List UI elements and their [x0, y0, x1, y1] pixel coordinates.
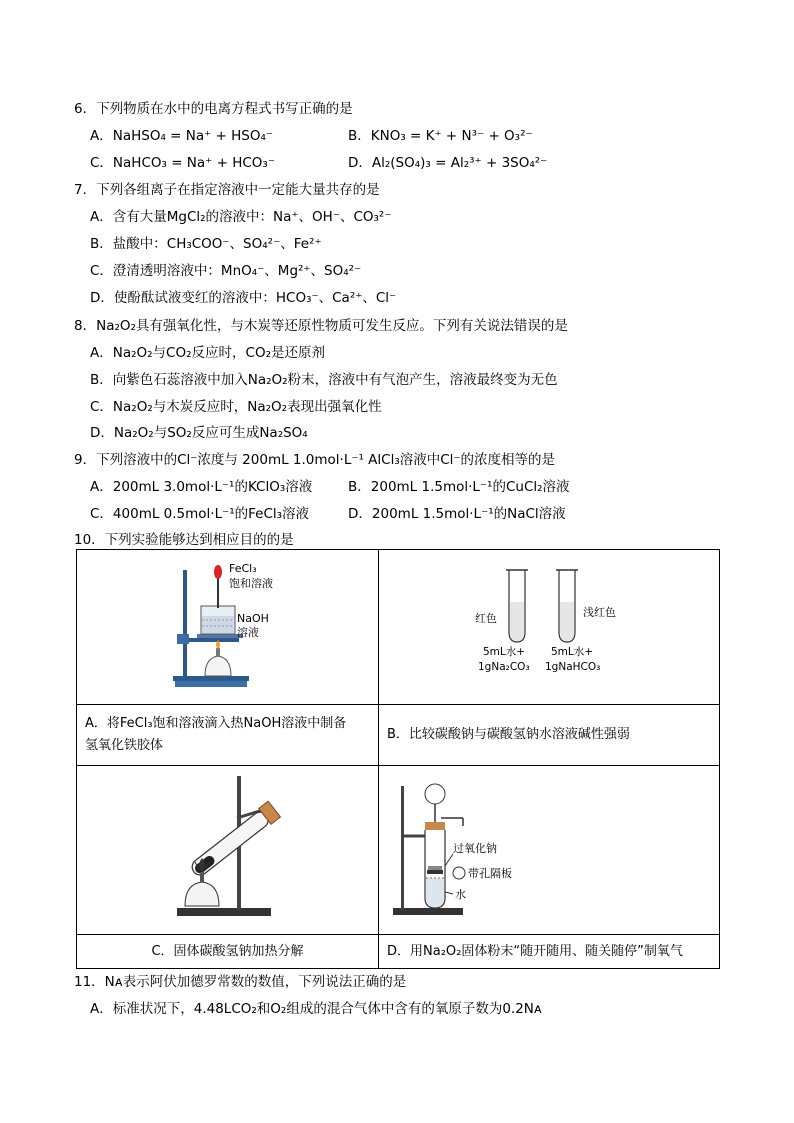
fig-d-label-plate: 带孔隔板: [468, 867, 512, 880]
alcohol-lamp: [205, 656, 231, 676]
fig-d-label-peroxide: 过氧化钠: [453, 842, 497, 855]
q8-option-c: C．Na₂O₂与木炭反应时，Na₂O₂表现出强氧化性: [90, 399, 382, 415]
separatory-funnel: [425, 784, 445, 804]
figure-a-apparatus: [77, 550, 377, 700]
fig-b-left-line1: 5mL水+: [483, 646, 526, 658]
q9-stem: 9．下列溶液中的Cl⁻浓度与 200mL 1.0mol·L⁻¹ AlCl₃溶液中Cl⁻的浓度相等的是: [74, 452, 556, 468]
experiment-table: [76, 549, 720, 969]
q9-option-c: C．400mL 0.5mol·L⁻¹的FeCl₃溶液: [90, 506, 310, 522]
fig-a-label-solution: 溶液: [237, 626, 259, 639]
caption-b: B．比较碳酸钠与碳酸氢钠水溶液碱性强弱: [387, 727, 630, 742]
fig-b-right-line2: 1gNaHCO₃: [545, 661, 601, 673]
caption-c: C．固体碳酸氢钠加热分解: [151, 943, 304, 959]
caption-c-cell: [77, 935, 379, 969]
q7-stem: 7．下列各组离子在指定溶液中一定能大量共存的是: [74, 182, 380, 198]
q6-option-d: D．Al₂(SO₄)₃ = Al₂³⁺ + 3SO₄²⁻: [348, 155, 548, 171]
q10-stem: 10．下列实验能够达到相应目的的是: [74, 532, 294, 548]
fig-b-right-line1: 5mL水+: [551, 646, 594, 658]
stand-rod: [401, 786, 404, 910]
q8-option-a: A．Na₂O₂与CO₂反应时，CO₂是还原剂: [90, 345, 325, 361]
q7-option-a: A．含有大量MgCl₂的溶液中：Na⁺、OH⁻、CO₃²⁻: [90, 209, 392, 225]
q7-option-b: B．盐酸中：CH₃COO⁻、SO₄²⁻、Fe²⁺: [90, 236, 322, 252]
alcohol-lamp: [185, 882, 219, 906]
caption-a-line2: 氢氧化铁胶体: [85, 738, 164, 753]
caption-a-cell: [77, 705, 379, 766]
fig-a-label-saturated: 饱和溶液: [229, 577, 273, 590]
figure-c-cell: [77, 766, 379, 935]
fig-a-label-naoh: NaOH: [237, 612, 269, 625]
q11-stem: 11．Nᴀ表示阿伏加德罗常数的数值，下列说法正确的是: [74, 974, 407, 990]
dropper-bulb: [214, 565, 222, 579]
fig-b-left-line2: 1gNa₂CO₃: [478, 661, 530, 673]
q11-option-a: A．标准状况下，4.48LCO₂和O₂组成的混合气体中含有的氧原子数为0.2Nᴀ: [90, 1001, 542, 1017]
q8-stem: 8．Na₂O₂具有强氧化性，与木炭等还原性物质可发生反应。下列有关说法错误的是: [74, 318, 568, 334]
q6-option-b: B．KNO₃ = K⁺ + N³⁻ + O₃²⁻: [348, 128, 533, 144]
q7-option-d: D．使酚酞试液变红的溶液中：HCO₃⁻、Ca²⁺、Cl⁻: [90, 290, 397, 306]
q6-option-c: C．NaHCO₃ = Na⁺ + HCO₃⁻: [90, 155, 275, 171]
stand-rod: [183, 570, 187, 678]
fig-b-label-red: 红色: [475, 612, 497, 625]
q6-option-a: A．NaHSO₄ = Na⁺ + HSO₄⁻: [90, 128, 274, 144]
stand-base: [177, 908, 271, 916]
stand-base: [175, 680, 247, 687]
fig-a-label-fecl3: FeCl₃: [229, 562, 257, 575]
figure-b-apparatus: [379, 550, 718, 700]
figure-d-apparatus: [379, 766, 718, 930]
q9-option-d: D．200mL 1.5mol·L⁻¹的NaCl溶液: [348, 506, 566, 522]
fig-d-label-water: 水: [455, 888, 466, 901]
caption-a-line1: A．将FeCl₃饱和溶液滴入热NaOH溶液中制备: [85, 716, 347, 731]
caption-d-cell: [379, 935, 720, 969]
plate-detail-icon: [453, 867, 465, 879]
perforated-plate: [427, 870, 443, 874]
figure-b-cell: [379, 550, 720, 705]
q8-option-b: B．向紫色石蕊溶液中加入Na₂O₂粉末，溶液中有气泡产生，溶液最终变为无色: [90, 372, 558, 388]
q7-option-c: C．澄清透明溶液中：MnO₄⁻、Mg²⁺、SO₄²⁻: [90, 263, 362, 279]
q8-option-d: D．Na₂O₂与SO₂反应可生成Na₂SO₄: [90, 425, 308, 441]
figure-a-cell: [77, 550, 379, 705]
figure-c-apparatus: [77, 766, 377, 930]
caption-d: D．用Na₂O₂固体粉末“随开随用、随关随停”制氧气: [387, 943, 683, 959]
caption-b-cell: [379, 705, 720, 766]
figure-d-cell: [379, 766, 720, 935]
q9-option-b: B．200mL 1.5mol·L⁻¹的CuCl₂溶液: [348, 479, 570, 495]
q9-option-a: A．200mL 3.0mol·L⁻¹的KClO₃溶液: [90, 479, 313, 495]
fig-b-label-light-red: 浅红色: [583, 606, 616, 619]
q6-stem: 6．下列物质在水中的电离方程式书写正确的是: [74, 101, 353, 117]
stopper: [425, 822, 445, 830]
